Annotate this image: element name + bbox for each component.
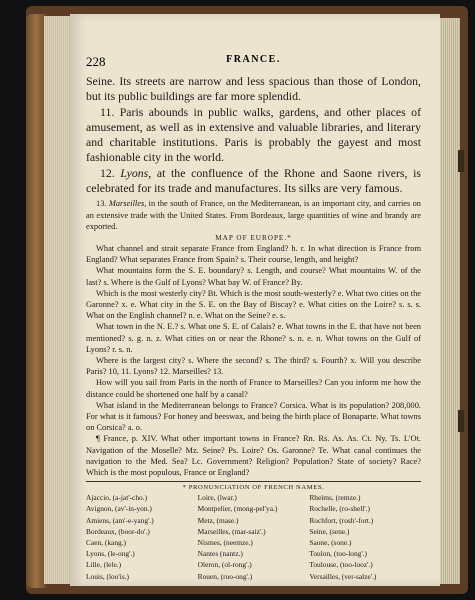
pronunciation-entry: Rheims, (remze.) — [309, 493, 361, 503]
pronunciation-title: * PRONUNCIATION OF FRENCH NAMES. — [182, 484, 325, 492]
fore-edge — [440, 18, 460, 584]
pronunciation-entry: Caen, (kang.) — [86, 538, 127, 548]
pronunciation-entry: Versailles, (ver-salze'.) — [309, 571, 377, 581]
pronunciation-entry: Loire, (lwar.) — [197, 493, 237, 503]
page-content — [86, 74, 421, 582]
main-paragraphs — [86, 74, 421, 196]
question-paragraph: ¶ France, p. XIV. What other important towns in France? Rn. Rs. As. As. Ct. Ny. Ts. L'Ot. Navigation of the Moselle? Mz. Seine? Ps. Loire? Os. Garonne? Te. What canal continues the navigation to the Med. Sea? Lc. Government? Religion? Population? State of society? Race? Which is the most populous, France or England? — [86, 434, 421, 478]
pronunciation-entry: Avignon, (av'-in-yon.) — [86, 504, 152, 514]
pronunciation-entry: Louis, (loo'is.) — [86, 571, 130, 581]
paragraph: 12. Lyons, at the confluence of the Rhone and Saone rivers, is celebrated for its trade and manufactures. Its silks are very famous. — [86, 165, 421, 196]
pronunciation-entry: Seine, (sene.) — [309, 526, 350, 536]
pronunciation-entry: Toulon, (too-long'.) — [309, 549, 368, 559]
pronunciation-column — [309, 492, 421, 582]
question-paragraph: What island in the Mediterranean belongs to France? Corsica. What is its population? 208,000. For what is it famous? For honey and beeswax, and being the birth place of Bonaparte. What towns on Corsica? a. o. — [86, 400, 421, 433]
pronunciation-column — [198, 492, 310, 582]
pronunciation-entry: Ajaccio, (a-jat'-cho.) — [86, 493, 148, 503]
marseilles-note: 13. Marseilles, in the south of France, on the Mediterranean, is an important city, and carries on an extensive trade with the United States. From Bordeaux, large quantities of wine and brandy are exported. — [86, 199, 421, 231]
pronunciation-entry: Lyons, (le-ong'.) — [86, 549, 135, 559]
paragraph: 11. Paris abounds in public walks, gardens, and other places of amusement, as well as in extensive and valuable libraries, and literary and charitable institutions. Paris is probably the gayest and most fashionable city in the world. — [86, 104, 421, 165]
question-paragraph: How will you sail from Paris in the north of France to Marseilles? Can you inform me how the distance could be shortened one half by a canal? — [86, 378, 421, 399]
footnote-rule — [86, 481, 421, 482]
pronunciation-entry: Toulouse, (too-looz'.) — [309, 560, 373, 570]
page-tab — [458, 150, 464, 172]
pronunciation-entry: Marseilles, (mar-saiz'.) — [197, 526, 266, 536]
pronunciation-column — [86, 492, 198, 582]
question-paragraph: What mountains form the S. E. boundary? s. Length, and course? What mountains W. of the last? s. Where is the Gulf of Lyons? What bay W. of France? By. — [86, 266, 421, 287]
map-heading: MAP OF EUROPE.* — [215, 233, 292, 242]
pronunciation-entry: Nismes, (neemze.) — [197, 538, 253, 548]
pronunciation-entry: Oleron, (ol-rong'.) — [197, 560, 252, 570]
question-paragraph: Where is the largest city? s. Where the second? s. The third? s. Fourth? x. Will you describe Paris? 10, 11. Lyons? 12. Marseilles? 13. — [86, 356, 421, 377]
page-header — [86, 54, 421, 68]
paragraph: Seine. Its streets are narrow and less spacious than those of London, but its public buildings are far more splendid. — [86, 74, 421, 104]
question-list — [86, 243, 421, 478]
question-paragraph: What town in the N. E.? s. What one S. E. of Calais? e. What towns in the E. that have not been mentioned? s. g. n. z. What cities on or near the Rhone? s. n. e. n. What towns on the Gulf of Lyons? r. s. n. — [86, 322, 421, 354]
left-page-block — [44, 16, 70, 584]
running-title: FRANCE. — [226, 54, 281, 65]
pronunciation-entry: Lille, (lele.) — [86, 560, 122, 570]
book-page — [70, 14, 440, 586]
question-paragraph: What channel and strait separate France from England? h. r. In what direction is France from England? What separates France from Spain? s. Their course, length, and height? — [86, 243, 421, 265]
book-spine — [26, 14, 46, 588]
question-paragraph: Which is the most westerly city? Bt. Which is the most south-westerly? e. What two cities on the Garonne? x. e. What city in the S. E. on the Bay of Biscay? e. What cities on the Loire? s. s. s. What on the English channel? n. e. What on the Seine? e. s. — [86, 288, 421, 321]
pronunciation-entry: Bordeaux, (boor-do'.) — [86, 526, 150, 536]
pronunciation-entry: Rouen, (roo-ong'.) — [197, 571, 253, 581]
pronunciation-entry: Montpelier, (mong-pel'ya.) — [197, 504, 278, 514]
pronunciation-entry: Saone, (sone.) — [309, 538, 352, 548]
pronunciation-entry: Amiens, (am'-e-yang'.) — [86, 515, 154, 525]
page-tab — [458, 410, 464, 432]
pronunciation-table — [86, 492, 421, 582]
pronunciation-entry: Metz, (mase.) — [197, 515, 239, 525]
page-number: 228 — [86, 54, 106, 69]
pronunciation-entry: Rochfort, (rosh'-fort.) — [309, 515, 374, 525]
pronunciation-entry: Rochelle, (ro-shell'.) — [309, 504, 370, 514]
pronunciation-entry: Nantes (nantz.) — [197, 549, 243, 559]
